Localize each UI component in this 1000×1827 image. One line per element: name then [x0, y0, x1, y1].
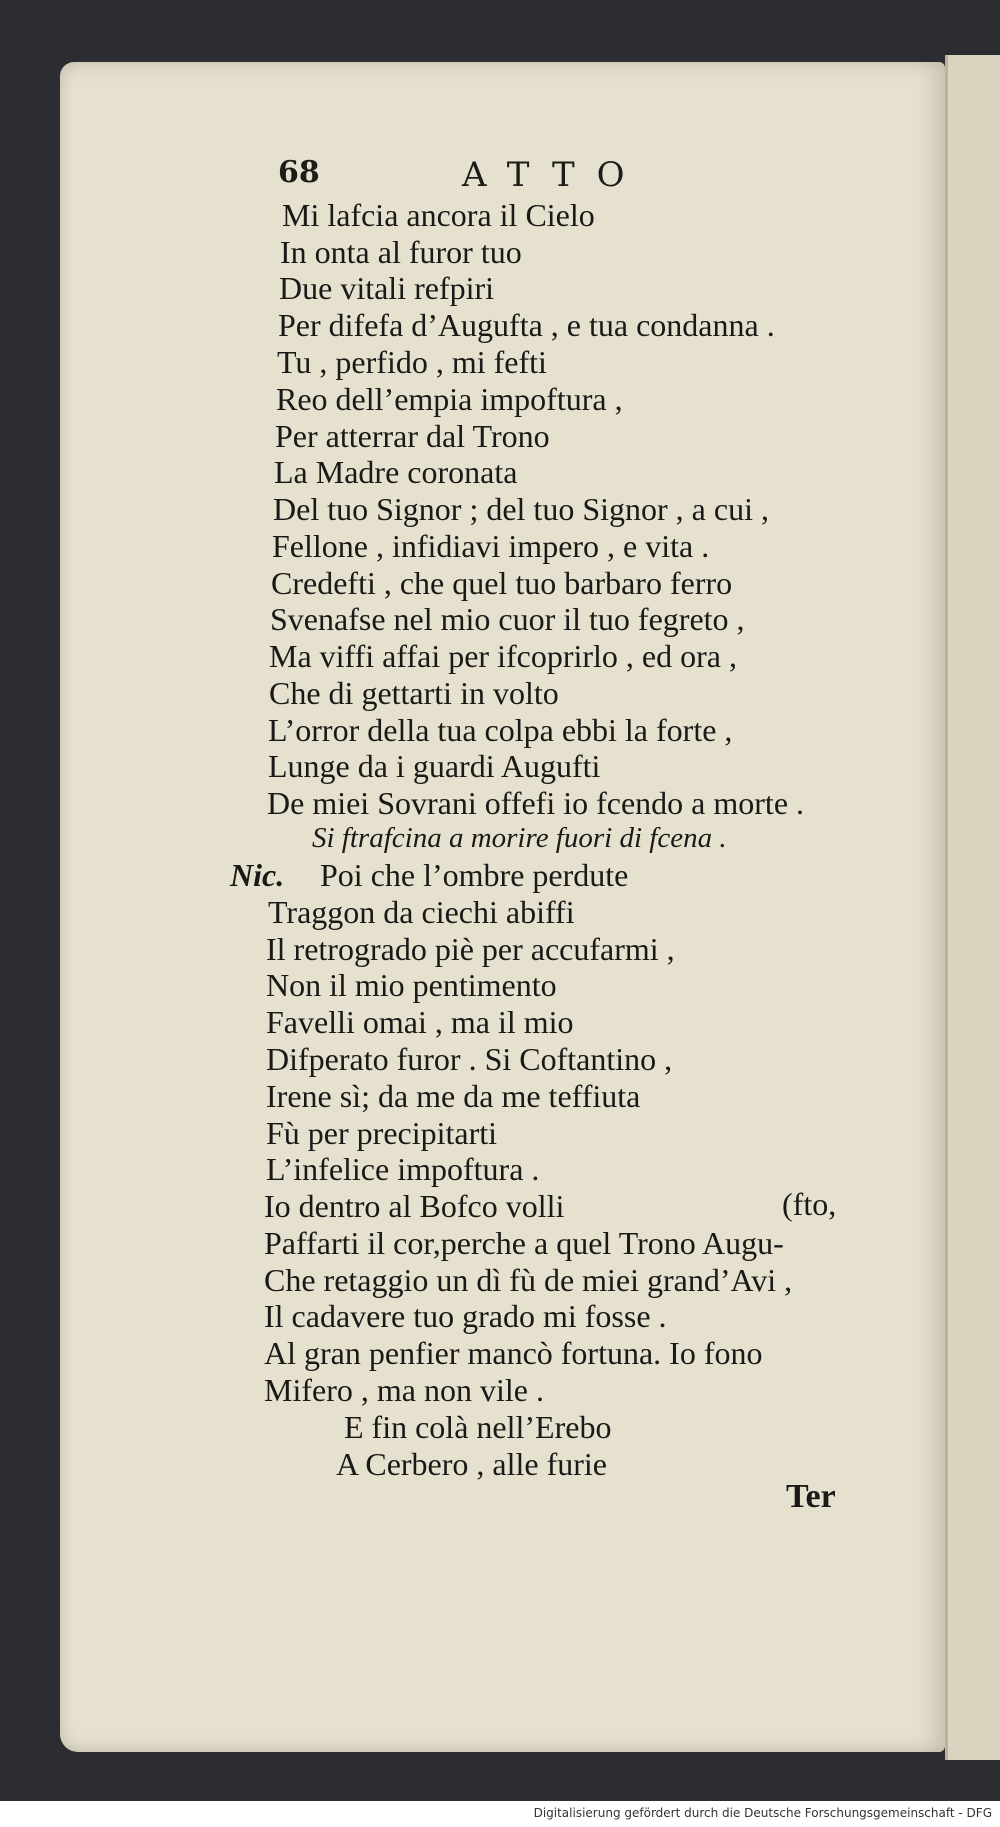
- verse-line: Due vitali refpiri: [279, 270, 495, 306]
- verse-line: L’infelice impoftura .: [266, 1151, 540, 1187]
- verse-line: Svenafse nel mio cuor il tuo fegreto ,: [270, 601, 745, 637]
- verse-line: Poi che l’ombre perdute: [320, 857, 629, 893]
- verse-line: In onta al furor tuo: [280, 234, 522, 270]
- verse-line: Mifero , ma non vile .: [264, 1372, 544, 1408]
- verse-line: Per difefa d’Augufta , e tua condanna .: [278, 307, 775, 343]
- verse-line: Non il mio pentimento: [266, 967, 557, 1003]
- verse-line: Fellone , infidiavi impero , e vita .: [272, 528, 710, 564]
- verse-line: A Cerbero , alle furie: [336, 1446, 607, 1482]
- verse-line: Del tuo Signor ; del tuo Signor , a cui ,: [273, 491, 769, 527]
- verse-line: Ma viffi affai per ifcoprirlo , ed ora ,: [269, 638, 737, 674]
- verse-line: Al gran penfier mancò fortuna. Io fono: [264, 1335, 763, 1371]
- verse-line: Paffarti il cor,perche a quel Trono Augu-: [264, 1225, 784, 1261]
- verse-line: Reo dell’empia impoftura ,: [276, 381, 623, 417]
- speaker-label: Nic.: [230, 857, 285, 893]
- catchword: Ter: [786, 1478, 836, 1515]
- verse-line: Che di gettarti in volto: [269, 675, 559, 711]
- verse-line: Irene sì; da me da me teffiuta: [266, 1078, 641, 1114]
- verse-line: Il retrogrado piè per accufarmi ,: [266, 931, 675, 967]
- verse-line: De miei Sovrani offefi io fcendo a morte .: [267, 785, 805, 821]
- verse-line: Mi lafcia ancora il Cielo: [282, 197, 595, 233]
- footer-credit: Digitalisierung gefördert durch die Deutsche Forschungsgemeinschaft - DFG: [533, 1806, 992, 1820]
- verse-line: L’orror della tua colpa ebbi la forte ,: [268, 712, 733, 748]
- verse-line: Il cadavere tuo grado mi fosse .: [264, 1298, 667, 1334]
- verse-line: Lunge da i guardi Augufti: [268, 748, 601, 784]
- verse-line: Fù per precipitarti: [266, 1115, 498, 1151]
- verse-line: Che retaggio un dì fù de miei grand’Avi ,: [264, 1262, 793, 1298]
- verse-line: Favelli omai , ma il mio: [266, 1004, 574, 1040]
- adjacent-page-edge: [945, 55, 1000, 1760]
- bracket-continuation: (fto,: [782, 1186, 837, 1222]
- digitization-footer: [0, 1801, 1000, 1827]
- verse-line: Traggon da ciechi abiffi: [268, 894, 575, 930]
- page-number: 68: [278, 155, 320, 190]
- verse-line: Difperato furor . Si Coftantino ,: [266, 1041, 673, 1077]
- verse-line: E fin colà nell’Erebo: [344, 1409, 612, 1445]
- verse-line: La Madre coronata: [274, 454, 518, 490]
- verse-line: Credefti , che quel tuo barbaro ferro: [271, 565, 733, 601]
- running-header: [0, 155, 1000, 195]
- verse-line: Io dentro al Bofco volli: [264, 1188, 565, 1224]
- verse-line: Tu , perfido , mi fefti: [277, 344, 547, 380]
- act-heading: ATTO: [462, 155, 647, 195]
- stage-direction: Si ftrafcina a morire fuori di fcena .: [312, 822, 727, 854]
- verse-line: Per atterrar dal Trono: [275, 418, 550, 454]
